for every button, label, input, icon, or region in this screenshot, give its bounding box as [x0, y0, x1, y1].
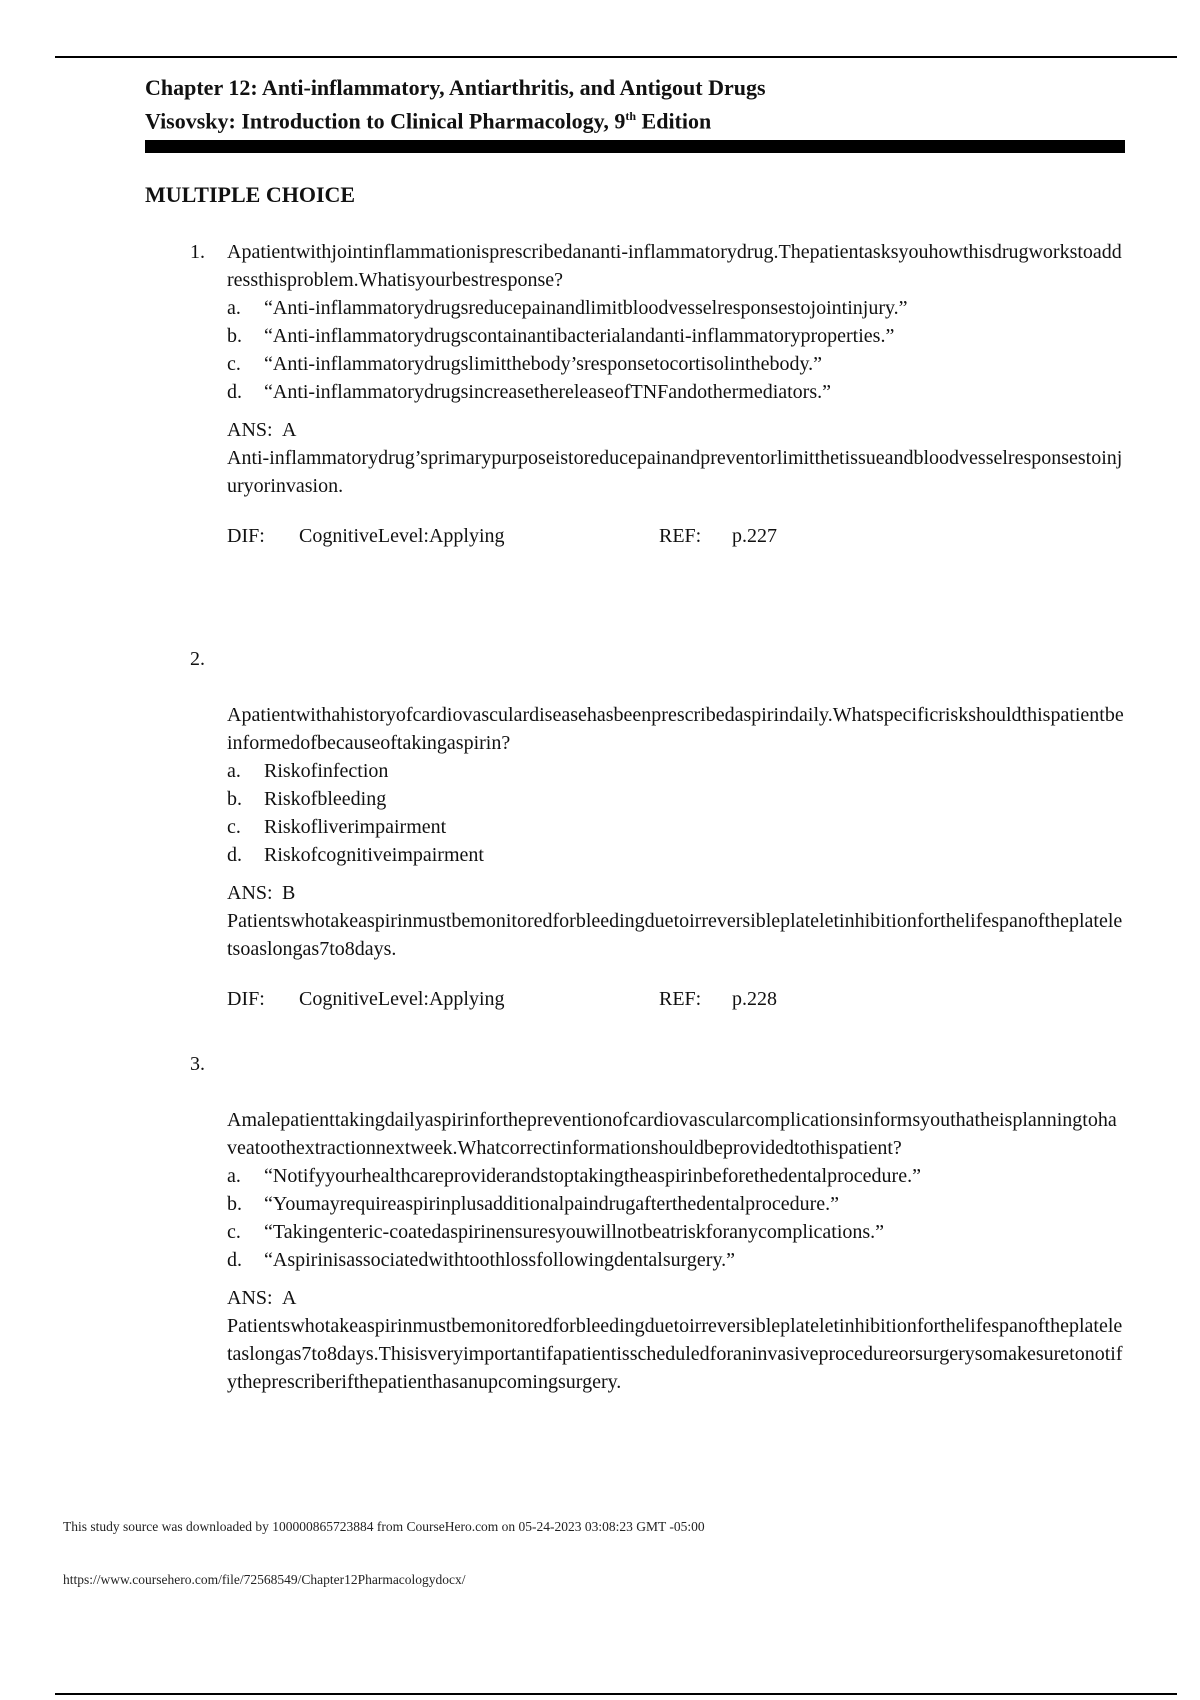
- section-title: MULTIPLE CHOICE: [145, 182, 356, 207]
- question-1: [145, 238, 1125, 550]
- question-meta: DIF: CognitiveLevel:Applying REF: p.228: [227, 985, 1125, 1013]
- header-rule: [145, 140, 1125, 153]
- option-d: d. “Anti-inflammatorydrugsincreasethereleaseofTNFandothermediators.”: [227, 381, 832, 403]
- answer: ANS: B: [227, 882, 296, 904]
- answer: ANS: A: [227, 1287, 297, 1309]
- option-a: a. “Anti-inflammatorydrugsreducepainandlimitbloodvesselresponsestojointinjury.”: [227, 297, 908, 319]
- option-b: b. “Youmayrequireaspirinplusadditionalpaindrugafterthedentalprocedure.”: [227, 1193, 839, 1215]
- rationale: Patientswhotakeaspirinmustbemonitoredforbleedingduetoirreversibleplateletinhibitionforthelifespanoftheplateletaslongas7to8days.Thisisveryimportantifapatientisscheduledforaninvasiveprocedureorsurgerysomakesuretonotifytheprescriberifthepatienthasanupcomingsurgery.: [227, 1315, 1123, 1393]
- source-url[interactable]: https://www.coursehero.com/file/72568549/Chapter12Pharmacologydocx/: [63, 1572, 466, 1587]
- option-c: c. “Takingenteric-coatedaspirinensuresyouwillnotbeatriskforanycomplications.”: [227, 1221, 885, 1243]
- option-c: c. “Anti-inflammatorydrugslimitthebody’sresponsetocortisolinthebody.”: [227, 353, 823, 375]
- question-number: 1.: [190, 241, 205, 263]
- option-d: d. Riskofcognitiveimpairment: [227, 844, 484, 866]
- question-2: [145, 645, 1125, 1013]
- document-header: [145, 74, 1125, 153]
- reference: p.228: [732, 988, 777, 1010]
- question-3: [145, 1050, 1125, 1396]
- option-a: a. Riskofinfection: [227, 760, 389, 782]
- question-stem: Amalepatienttakingdailyaspirinforthepreventionofcardiovascularcomplicationsinformsyouthatheisplanningtohaveatoothextractionnextweek.Whatcorrectinformationshouldbeprovidedtothispatient?: [227, 1109, 1117, 1159]
- book-title: Visovsky: Introduction to Clinical Pharmacology, 9th Edition: [145, 108, 712, 134]
- top-rule: [55, 56, 1177, 58]
- options-list: [227, 757, 1125, 869]
- option-c: c. Riskofliverimpairment: [227, 816, 447, 838]
- option-b: b. “Anti-inflammatorydrugscontainantibacterialandanti-inflammatoryproperties.”: [227, 325, 895, 347]
- chapter-title: Chapter 12: Anti-inflammatory, Antiarthritis, and Antigout Drugs: [145, 75, 766, 100]
- question-number: 2.: [190, 648, 205, 670]
- options-list: [227, 1162, 1125, 1274]
- question-meta: DIF: CognitiveLevel:Applying REF: p.227: [227, 522, 1125, 550]
- question-stem: Apatientwithahistoryofcardiovasculardiseasehasbeenprescribedaspirindaily.Whatspecificriskshouldthispatientbeinformedofbecauseoftakingaspirin?: [227, 704, 1124, 754]
- bottom-rule: [55, 1693, 1177, 1695]
- difficulty: CognitiveLevel:Applying: [299, 525, 505, 547]
- download-note: This study source was downloaded by 100000865723884 from CourseHero.com on 05-24-2023 03:08:23 GMT -05:00: [63, 1519, 705, 1534]
- option-d: d. “Aspirinisassociatedwithtoothlossfollowingdentalsurgery.”: [227, 1249, 736, 1271]
- rationale: Patientswhotakeaspirinmustbemonitoredforbleedingduetoirreversibleplateletinhibitionforthelifespanoftheplateletsoaslongas7to8days.: [227, 910, 1123, 960]
- answer: ANS: A: [227, 419, 297, 441]
- options-list: [227, 294, 1125, 406]
- option-a: a. “Notifyyourhealthcareproviderandstoptakingtheaspirinbeforethedentalprocedure.”: [227, 1165, 921, 1187]
- rationale: Anti-inflammatorydrug’sprimarypurposeistoreducepainandpreventorlimitthetissueandbloodvesselresponsestoinjuryorinvasion.: [227, 447, 1123, 497]
- option-b: b. Riskofbleeding: [227, 788, 387, 810]
- reference: p.227: [732, 525, 777, 547]
- question-stem: Apatientwithjointinflammationisprescribedananti-inflammatorydrug.Thepatientasksyouhowthisdrugworkstoaddressthisproblem.Whatisyourbestresponse?: [227, 241, 1122, 291]
- question-number: 3.: [190, 1053, 205, 1075]
- difficulty: CognitiveLevel:Applying: [299, 988, 505, 1010]
